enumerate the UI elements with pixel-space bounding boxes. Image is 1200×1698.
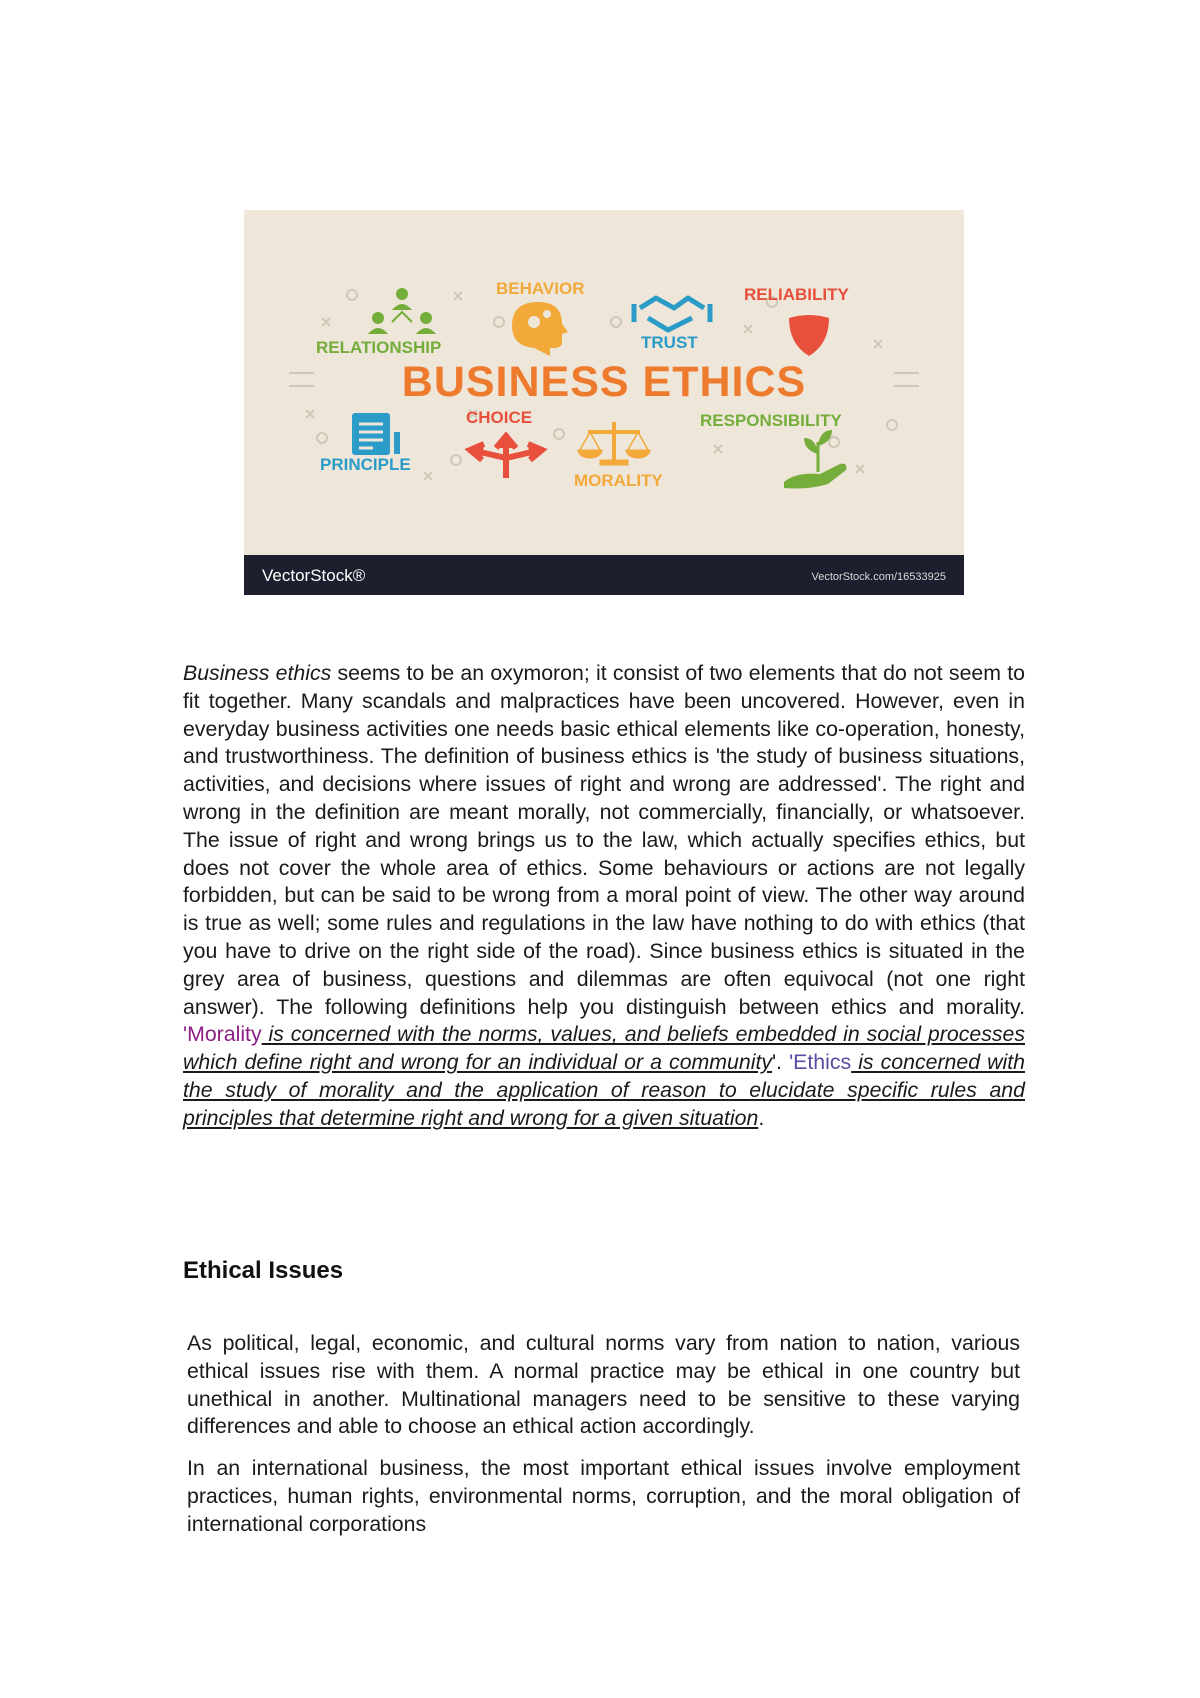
keyword-relationship: RELATIONSHIP [316,338,442,357]
watermark-url: VectorStock.com/16533925 [811,571,946,583]
ethics-open-quote: ' [789,1050,794,1075]
intro-paragraph [183,660,1025,1133]
issues-paragraph-1: As political, legal, economic, and cultural norms vary from nation to nation, various ethical issues rise with them. A normal practice may be ethical in one country but unethical in another. Multinational managers need to be sensitive to these varying differences and able to choose an ethical action accordingly. [187,1331,1020,1439]
ethics-term: Ethics [793,1050,852,1075]
illustration-canvas [244,210,964,595]
section-heading: Ethical Issues [183,1257,344,1284]
morality-term: Morality [187,1022,262,1047]
watermark-brand: VectorStock® [262,566,366,585]
intro-text: seems to be an oxymoron; it consist of two elements that do not seem to fit together. Many scandals and malpractices have been uncovered. However, even in everyday business activities one needs basic ethical elements like co-operation, honesty, and trustworthiness. The definition of business ethics is 'the study of business situations, activities, and decisions where issues of right and wrong are addressed'. The right and wrong in the definition are meant morally, not commercially, financially, or whatsoever. The issue of right and wrong brings us to the law, which actually specifies ethics, but does not cover the whole area of ethics. Some behaviours or actions are not legally forbidden, but can be said to be wrong from a moral point of view. The other way around is true as well; some rules and regulations in the law have nothing to do with ethics (that you have to drive on the right side of the road). Since business ethics is situated in the grey area of business, questions and dilemmas are often equivocal (not one right answer). The following definitions help you distinguish between ethics and morality. [183,661,1026,1019]
keyword-trust: TRUST [641,333,698,352]
lead-term: Business ethics [183,661,332,685]
keyword-reliability: RELIABILITY [744,285,849,304]
keyword-responsibility: RESPONSIBILITY [700,411,842,430]
keyword-principle: PRINCIPLE [320,455,411,474]
issues-paragraph-2: In an international business, the most important ethical issues involve employment practices, human rights, environmental norms, corruption, and the moral obligation of international corporations [187,1456,1020,1536]
keyword-behavior: BEHAVIOR [496,279,585,298]
morality-close-quote: '. [772,1050,782,1075]
ethics-definition: is concerned with the study of morality and the application of reason to elucidate specific rules and principles that determine right and wrong for a given situation [183,1050,1025,1130]
keyword-morality: MORALITY [574,471,663,490]
figure-title: BUSINESS ETHICS [401,358,807,406]
keyword-choice: CHOICE [466,408,533,427]
ethics-close-mark: . [758,1105,765,1130]
morality-definition: is concerned with the norms, values, and beliefs embedded in social processes which define right and wrong for an individual or a community [183,1022,1025,1075]
business-ethics-illustration [244,210,964,595]
morality-open-quote: ' [183,1022,188,1047]
